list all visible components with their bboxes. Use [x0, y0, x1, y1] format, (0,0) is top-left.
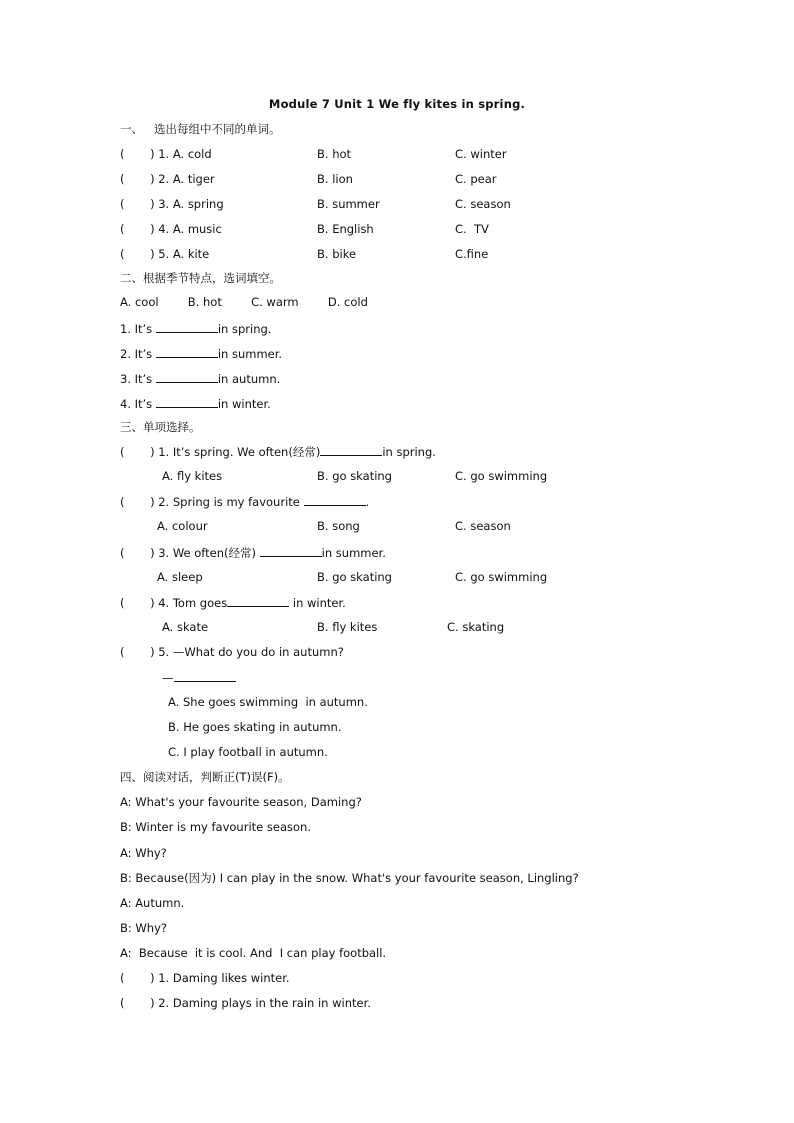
dialog-line: B: Because(因为) I can play in the snow. What's your favourite season, Lingling? — [120, 871, 579, 885]
s3-q3-option-a: A. sleep — [157, 570, 203, 584]
answer-blank[interactable] — [260, 545, 322, 557]
s3-q4 — [120, 595, 346, 610]
s3-q5-option-a: A. She goes swimming in autumn. — [168, 695, 368, 709]
s1-q2-option-b: B. lion — [317, 172, 353, 186]
answer-blank[interactable] — [227, 595, 289, 607]
s3-q5-option-b: B. He goes skating in autumn. — [168, 720, 342, 734]
section-3-heading: 三、单项选择。 — [120, 420, 201, 434]
s3-q2-post: . — [365, 495, 370, 509]
section-2-heading: 二、根据季节特点，选词填空。 — [120, 271, 281, 285]
s2-item-2-post: in summer. — [217, 347, 283, 361]
s2-word-options: A. cool B. hot C. warm D. cold — [120, 295, 368, 309]
s2-item-4 — [120, 396, 271, 411]
dialog-line: B: Winter is my favourite season. — [120, 820, 311, 834]
s1-q5: ( ) 5. A. kite — [120, 247, 210, 261]
s3-q3-stem: ( ) 3. We often(经常) — [120, 546, 260, 560]
s1-q5-option-b: B. bike — [317, 247, 357, 261]
s3-q4-option-c: C. skating — [447, 620, 505, 634]
s3-q4-stem: ( ) 4. Tom goes — [120, 596, 228, 610]
dash: — — [162, 671, 174, 685]
answer-blank[interactable] — [156, 321, 218, 333]
s3-q3-option-b: B. go skating — [317, 570, 392, 584]
dialog-line: A: Why? — [120, 846, 167, 860]
s3-q5: ( ) 5. —What do you do in autumn? — [120, 645, 344, 659]
judge-item-2: ( ) 2. Daming plays in the rain in winter. — [120, 996, 371, 1010]
s3-q1-option-b: B. go skating — [317, 469, 392, 483]
s3-q2-option-b: B. song — [317, 519, 360, 533]
s1-q2-option-c: C. pear — [455, 172, 497, 186]
s1-q1: ( ) 1. A. cold — [120, 147, 212, 161]
s2-item-1-pre: 1. It’s — [120, 322, 156, 336]
page-title: Module 7 Unit 1 We fly kites in spring. — [268, 97, 526, 111]
answer-blank[interactable] — [156, 396, 218, 408]
s1-q3-option-c: C. season — [455, 197, 511, 211]
s3-q4-post: in winter. — [289, 596, 346, 610]
s3-q5-answer-line — [162, 670, 236, 685]
s3-q1-post: in spring. — [382, 445, 436, 459]
s1-q3-option-b: B. summer — [317, 197, 380, 211]
s3-q1-stem: ( ) 1. It’s spring. We often(经常) — [120, 445, 321, 459]
s3-q2-stem: ( ) 2. Spring is my favourite — [120, 495, 304, 509]
s2-item-1-post: in spring. — [217, 322, 272, 336]
s1-q5-option-c: C.fine — [455, 247, 489, 261]
answer-blank[interactable] — [156, 346, 218, 358]
s1-q4: ( ) 4. A. music — [120, 222, 222, 236]
answer-blank[interactable] — [304, 494, 366, 506]
s3-q1 — [120, 444, 436, 459]
dialog-line: B: Why? — [120, 921, 167, 935]
s1-q3: ( ) 3. A. spring — [120, 197, 224, 211]
s3-q2-option-a: A. colour — [157, 519, 208, 533]
s3-q5-option-c: C. I play football in autumn. — [168, 745, 328, 759]
s2-item-4-post: in winter. — [217, 397, 271, 411]
answer-blank[interactable] — [174, 670, 236, 682]
s2-item-3 — [120, 371, 280, 386]
section-1-heading: 一、 选出每组中不同的单词。 — [120, 122, 281, 136]
s3-q4-option-a: A. skate — [162, 620, 209, 634]
section-4-heading: 四、阅读对话，判断正(T)误(F)。 — [120, 770, 290, 784]
s2-item-2-pre: 2. It’s — [120, 347, 156, 361]
s3-q3-option-c: C. go swimming — [455, 570, 548, 584]
s1-q4-option-c: C. TV — [455, 222, 489, 236]
s1-q1-option-b: B. hot — [317, 147, 352, 161]
s3-q3-post: in summer. — [321, 546, 386, 560]
judge-item-1: ( ) 1. Daming likes winter. — [120, 971, 290, 985]
answer-blank[interactable] — [320, 444, 382, 456]
s2-item-3-post: in autumn. — [217, 372, 281, 386]
s1-q2: ( ) 2. A. tiger — [120, 172, 215, 186]
dialog-line: A: Because it is cool. And I can play football. — [120, 946, 387, 960]
s2-item-2 — [120, 346, 282, 361]
s1-q4-option-b: B. English — [317, 222, 374, 236]
s3-q1-option-c: C. go swimming — [455, 469, 548, 483]
s3-q3 — [120, 545, 386, 560]
dialog-line: A: What's your favourite season, Daming? — [120, 795, 362, 809]
s2-item-1 — [120, 321, 271, 336]
dialog-line: A: Autumn. — [120, 896, 185, 910]
s2-item-3-pre: 3. It’s — [120, 372, 156, 386]
s3-q2 — [120, 494, 369, 509]
answer-blank[interactable] — [156, 371, 218, 383]
s1-q1-option-c: C. winter — [455, 147, 507, 161]
s3-q1-option-a: A. fly kites — [162, 469, 223, 483]
s3-q4-option-b: B. fly kites — [317, 620, 378, 634]
s2-item-4-pre: 4. It’s — [120, 397, 156, 411]
s3-q2-option-c: C. season — [455, 519, 511, 533]
